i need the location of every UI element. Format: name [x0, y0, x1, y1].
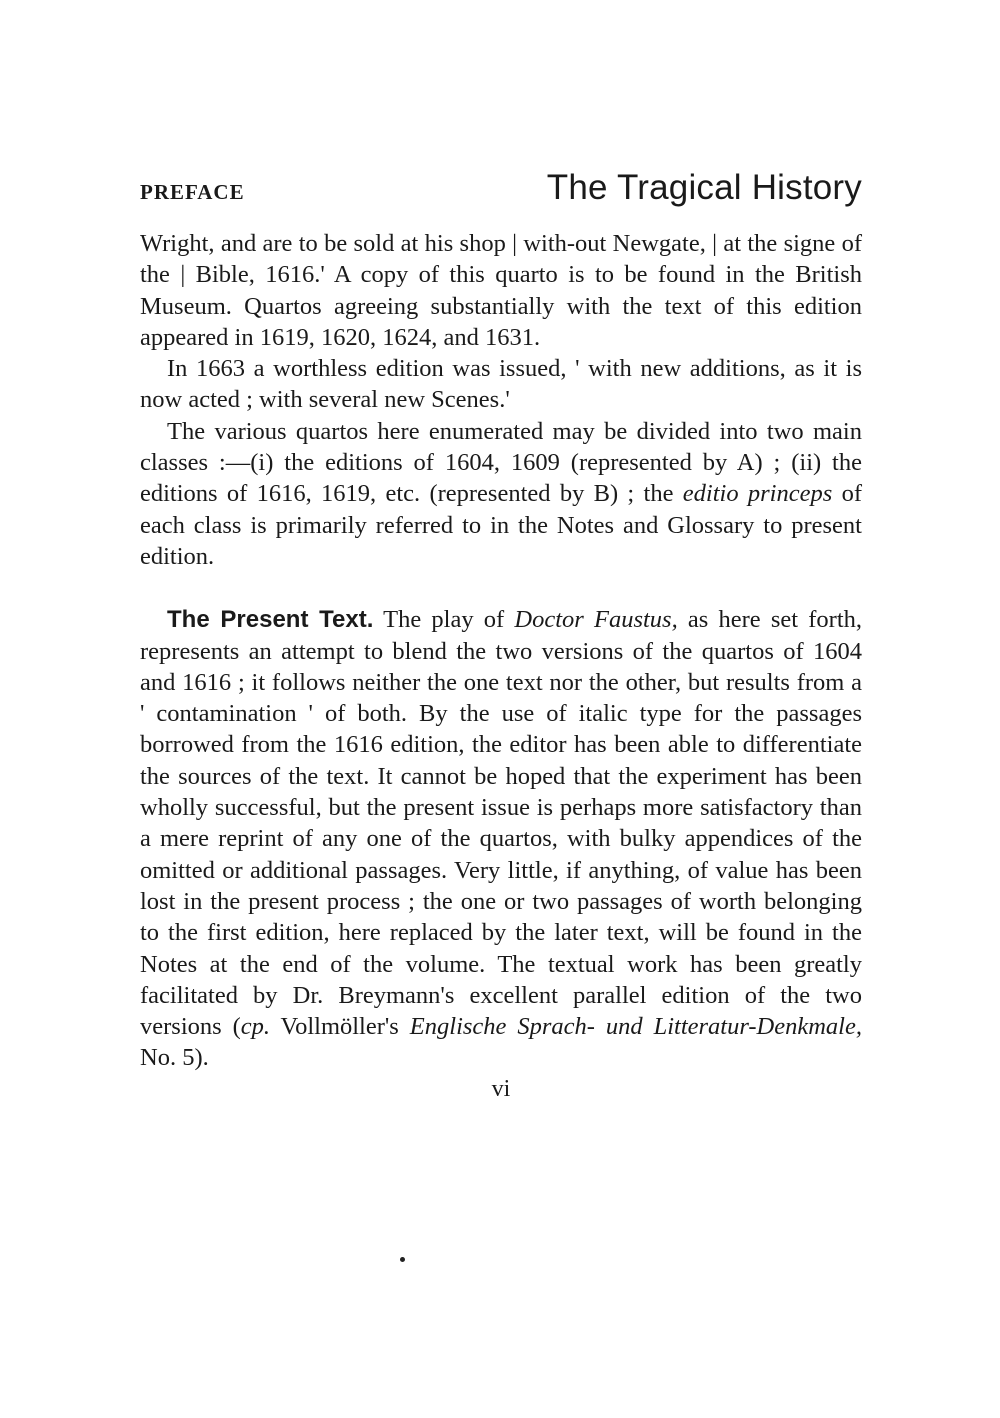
paragraph-edition-1663: In 1663 a worthless edition was issued, ' with new additions, as it is now acted ; with several new Scenes.' — [140, 355, 862, 414]
text-run: as here set forth, represents an attempt to blend the two versions of the quartos of 1604 and 1616 ; it follows neither the one text nor the other, but results from a ' contamination ' of both. By the use of italic type for the passages borrowed from the 1616 edition, the editor has been able to differentiate the sources of the text. It cannot be hoped that the experiment has been wholly successful, but the present issue is perhaps more satisfactory than a mere reprint of any one of the quartos, with bulky appendices of the omitted or additional passages. Very little, if anything, of value has been lost in the present process ; the one or two passages of worth belonging to the first edition, here replaced by the later text, will be found in the Notes at the end of the volume. The textual work has been greatly facilitated by Dr. Breymann's excellent parallel edition of the two versions ( — [140, 606, 862, 1041]
italic-term: editio princeps — [682, 480, 833, 508]
running-head: PREFACE — [140, 180, 245, 204]
paragraph-quarto-classes — [140, 416, 862, 572]
text-run: Vollmöller's — [270, 1013, 410, 1041]
italic-title: Doctor Faustus, — [514, 606, 678, 634]
page-number: vi — [491, 1075, 511, 1102]
text-run: of each class is primarily referred to in the Notes and Glossary to present edition. — [140, 480, 862, 570]
page-header — [140, 168, 862, 220]
section-gap — [140, 572, 862, 604]
text-run: No. 5). — [140, 1044, 209, 1072]
text-run: The various quartos here enumerated may be divided into two main classes :—(i) the editions of 1604, 1609 (represented by A) ; (ii) the editions of 1616, 1619, etc. (represented by B) ; the — [140, 417, 862, 508]
book-page — [140, 168, 862, 1103]
italic-abbreviation: cp. — [240, 1013, 271, 1041]
print-speck — [400, 1257, 405, 1262]
section-heading: The Present Text. — [167, 606, 374, 634]
italic-title: Englische Sprach- und Litteratur-Denkmale, — [409, 1013, 862, 1041]
header-title: The Tragical History — [546, 168, 862, 207]
paragraph-edition-1616: Wright, and are to be sold at his shop | with-out Newgate, | at the signe of the | Bible, 1616.' A copy of this quarto is to be found in the British Museum. Quartos agreeing substantially with the text of this edition appeared in 1619, 1620, 1624, and 1631. — [140, 230, 862, 351]
text-run: The play of — [373, 606, 515, 634]
paragraph-present-text — [140, 604, 862, 1073]
